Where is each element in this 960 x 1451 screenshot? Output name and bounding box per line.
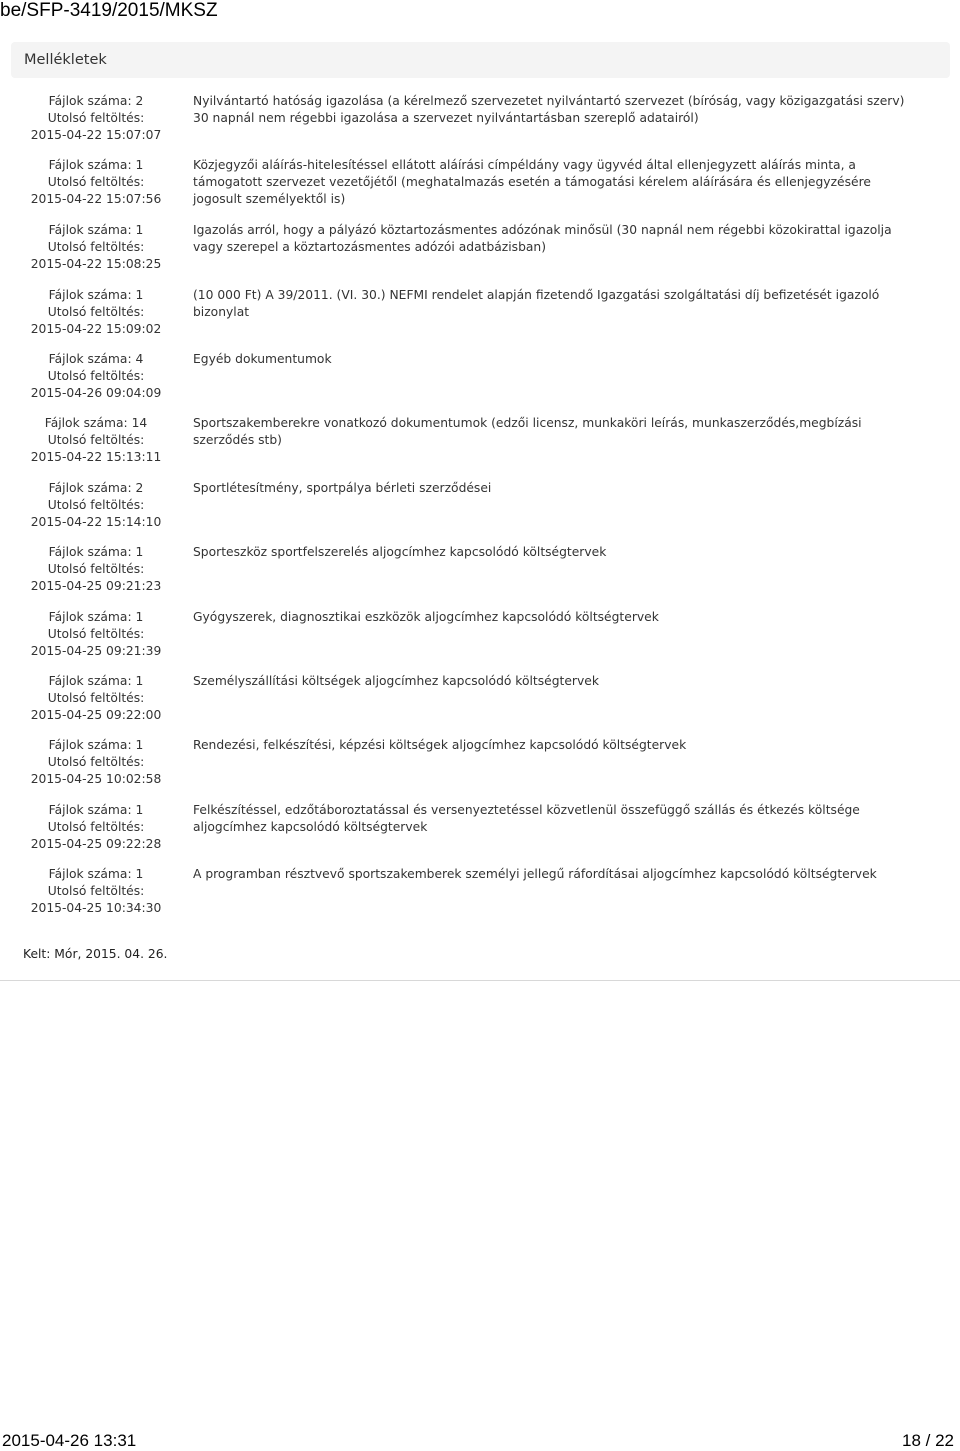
- last-upload-label: Utolsó feltöltés:: [47, 305, 145, 319]
- document-id: be/SFP-3419/2015/MKSZ: [0, 0, 218, 21]
- attachment-meta: [20, 287, 172, 338]
- attachment-meta: [20, 737, 172, 788]
- attachments-panel-header: [11, 42, 950, 78]
- attachment-meta: [20, 222, 172, 273]
- panel-title: Mellékletek: [24, 52, 107, 68]
- attachment-meta: [20, 93, 172, 144]
- last-upload-label: Utolsó feltöltés:: [47, 562, 145, 576]
- last-upload-label: Utolsó feltöltés:: [47, 820, 145, 834]
- last-upload-date: 2015-04-22 15:08:25: [30, 257, 162, 271]
- last-upload-date: 2015-04-22 15:09:02: [30, 322, 162, 336]
- file-count: Fájlok száma: 1: [48, 738, 144, 752]
- last-upload-label: Utolsó feltöltés:: [47, 627, 145, 641]
- file-count: Fájlok száma: 1: [48, 288, 144, 302]
- last-upload-date: 2015-04-25 10:34:30: [30, 901, 162, 915]
- attachment-description: Sportszakemberekre vonatkozó dokumentumok (edzői licensz, munkaköri leírás, munkaszerződés,megbízási szerződés stb): [193, 416, 862, 447]
- footer-page-number: 18 / 22: [902, 1431, 954, 1450]
- attachment-meta: [20, 866, 172, 917]
- attachment-meta: [20, 609, 172, 660]
- last-upload-label: Utolsó feltöltés:: [47, 240, 145, 254]
- file-count: Fájlok száma: 1: [48, 223, 144, 237]
- attachment-meta: [20, 673, 172, 724]
- file-count: Fájlok száma: 1: [48, 610, 144, 624]
- attachment-description: (10 000 Ft) A 39/2011. (VI. 30.) NEFMI rendelet alapján fizetendő Igazgatási szolgáltatási díj befizetését igazoló bizonylat: [193, 288, 880, 319]
- attachment-meta: [20, 544, 172, 595]
- last-upload-date: 2015-04-25 09:21:23: [30, 579, 162, 593]
- page-divider: [0, 980, 960, 981]
- last-upload-date: 2015-04-25 09:22:00: [30, 708, 162, 722]
- attachment-description: Nyilvántartó hatóság igazolása (a kérelmező szervezetet nyilvántartó szervezet (bíróság, vagy közigazgatási szerv) 30 napnál nem régebbi igazolása a szervezet nyilvántartásban szereplő adatairól): [193, 94, 905, 125]
- file-count: Fájlok száma: 1: [48, 867, 144, 881]
- file-count: Fájlok száma: 4: [48, 352, 144, 366]
- attachment-meta: [20, 480, 172, 531]
- attachment-description: Személyszállítási költségek aljogcímhez kapcsolódó költségtervek: [193, 674, 599, 688]
- file-count: Fájlok száma: 1: [48, 158, 144, 172]
- last-upload-date: 2015-04-22 15:13:11: [30, 450, 162, 464]
- last-upload-date: 2015-04-22 15:14:10: [30, 515, 162, 529]
- last-upload-date: 2015-04-26 09:04:09: [30, 386, 162, 400]
- attachment-description: A programban résztvevő sportszakemberek személyi jellegű ráfordításai aljogcímhez kapcsolódó költségtervek: [193, 867, 877, 881]
- last-upload-date: 2015-04-25 09:21:39: [30, 644, 162, 658]
- attachment-description: Sportlétesítmény, sportpálya bérleti szerződései: [193, 481, 492, 495]
- attachment-meta: [20, 802, 172, 853]
- attachment-description: Rendezési, felkészítési, képzési költségek aljogcímhez kapcsolódó költségtervek: [193, 738, 687, 752]
- signing-place-date: Kelt: Mór, 2015. 04. 26.: [23, 947, 168, 961]
- footer-timestamp: 2015-04-26 13:31: [2, 1431, 137, 1450]
- last-upload-label: Utolsó feltöltés:: [47, 111, 145, 125]
- last-upload-date: 2015-04-25 10:02:58: [30, 772, 162, 786]
- last-upload-date: 2015-04-25 09:22:28: [30, 837, 162, 851]
- last-upload-label: Utolsó feltöltés:: [47, 884, 145, 898]
- last-upload-date: 2015-04-22 15:07:07: [30, 128, 162, 142]
- last-upload-label: Utolsó feltöltés:: [47, 433, 145, 447]
- last-upload-label: Utolsó feltöltés:: [47, 369, 145, 383]
- last-upload-label: Utolsó feltöltés:: [47, 498, 145, 512]
- attachment-description: Közjegyzői aláírás-hitelesítéssel ellátott aláírási címpéldány vagy ügyvéd által ellenjegyzett aláírás minta, a támogatott szervezet vezetőjétől (meghatalmazás esetén a támogatási kérelem aláírására és ellenjegyzésére jogosult személyektől is): [193, 158, 871, 206]
- last-upload-label: Utolsó feltöltés:: [47, 175, 145, 189]
- file-count: Fájlok száma: 1: [48, 674, 144, 688]
- last-upload-label: Utolsó feltöltés:: [47, 691, 145, 705]
- last-upload-label: Utolsó feltöltés:: [47, 755, 145, 769]
- file-count: Fájlok száma: 2: [48, 481, 144, 495]
- attachment-description: Egyéb dokumentumok: [193, 352, 332, 366]
- attachment-description: Gyógyszerek, diagnosztikai eszközök aljogcímhez kapcsolódó költségtervek: [193, 610, 659, 624]
- last-upload-date: 2015-04-22 15:07:56: [30, 192, 162, 206]
- attachment-meta: [20, 351, 172, 402]
- attachment-description: Sporteszköz sportfelszerelés aljogcímhez kapcsolódó költségtervek: [193, 545, 607, 559]
- file-count: Fájlok száma: 2: [48, 94, 144, 108]
- attachment-meta: [20, 415, 172, 466]
- file-count: Fájlok száma: 1: [48, 803, 144, 817]
- file-count: Fájlok száma: 14: [44, 416, 148, 430]
- attachment-description: Igazolás arról, hogy a pályázó köztartozásmentes adózónak minősül (30 napnál nem régebbi közokirattal igazolja vagy szerepel a köztartozásmentes adózói adatbázisban): [193, 223, 892, 254]
- attachment-meta: [20, 157, 172, 208]
- attachment-description: Felkészítéssel, edzőtáboroztatással és versenyeztetéssel közvetlenül összefüggő szállás és étkezés költsége aljogcímhez kapcsolódó költségtervek: [193, 803, 860, 834]
- file-count: Fájlok száma: 1: [48, 545, 144, 559]
